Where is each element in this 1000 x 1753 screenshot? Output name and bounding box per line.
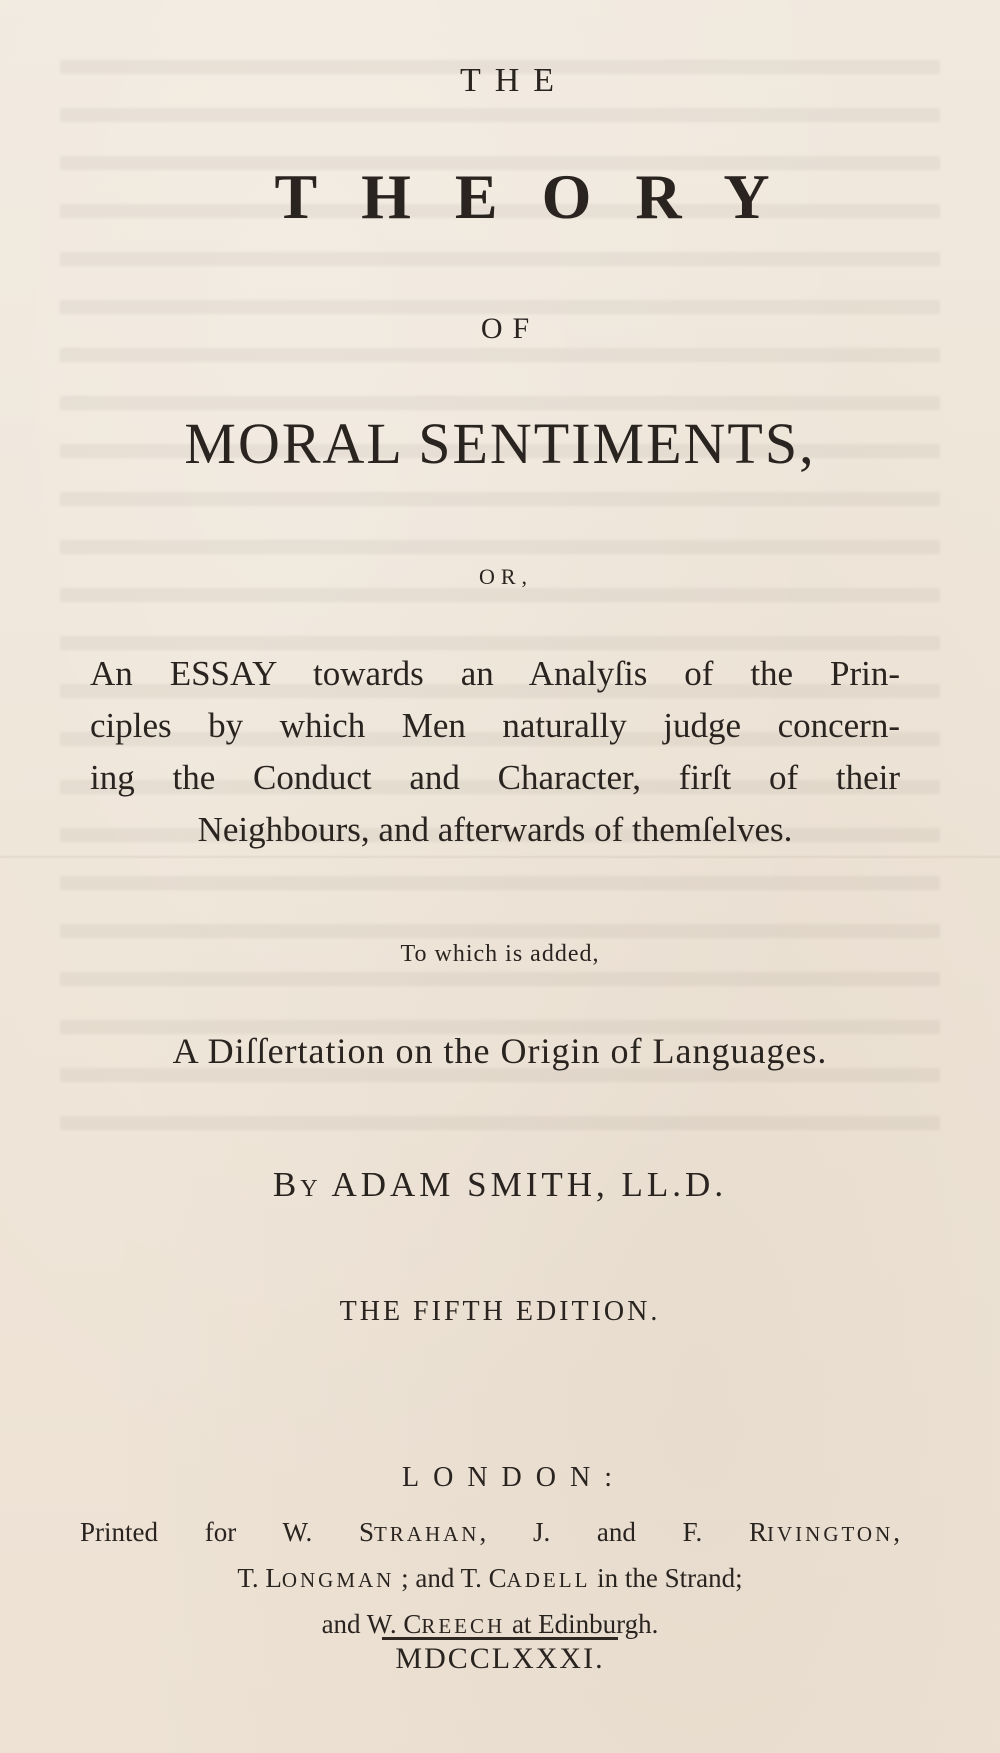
imprint-text: ; and T. — [401, 1563, 482, 1593]
author-name: ADAM SMITH, LL.D. — [331, 1165, 728, 1204]
printer-initial: C — [488, 1563, 507, 1593]
printer-initial: S — [358, 1517, 374, 1547]
printer-smallcaps: REECH — [421, 1614, 506, 1638]
publication-date: MDCCLXXXI. — [395, 1642, 605, 1675]
subtitle-line: Neighbours, and afterwards of themſelves. — [197, 810, 793, 849]
printer-name — [749, 1517, 893, 1547]
main-title: MORAL SENTIMENTS, — [184, 411, 816, 476]
imprint-text: , J. and F. — [479, 1517, 703, 1547]
imprint-text: Printed for W. — [80, 1517, 313, 1547]
imprint-text: T. — [237, 1563, 259, 1593]
edition-statement: THE FIFTH EDITION. — [339, 1296, 661, 1327]
imprint-line — [80, 1556, 900, 1602]
imprint-text: , — [893, 1517, 901, 1547]
added-note: To which is added, — [400, 941, 600, 967]
printer-initial: R — [748, 1517, 767, 1547]
imprint-text: in the Strand; — [597, 1563, 743, 1593]
imprint-place: LONDON: — [402, 1462, 626, 1493]
printer-initial: L — [265, 1563, 282, 1593]
title-word-the: THE — [459, 62, 569, 99]
imprint-text: and W. — [321, 1609, 397, 1639]
printer-smallcaps: ADELL — [506, 1568, 591, 1592]
printer-smallcaps: ONGMAN — [281, 1568, 395, 1592]
date-rule — [382, 1637, 618, 1640]
title-word-theory: THEORY — [274, 161, 814, 232]
subtitle-paragraph — [90, 648, 900, 856]
imprint-text: at Edinburgh. — [511, 1609, 659, 1639]
imprint-block — [80, 1510, 900, 1648]
printer-name — [265, 1563, 394, 1593]
printer-name — [489, 1563, 591, 1593]
printer-smallcaps: IVINGTON — [767, 1522, 894, 1546]
imprint-line — [80, 1510, 900, 1556]
subtitle-line: An ESSAY towards an Analyſis of the Prin- — [90, 654, 900, 693]
title-or: OR, — [478, 564, 534, 589]
printer-initial: C — [403, 1609, 422, 1639]
title-word-of: OF — [480, 312, 540, 345]
printer-name — [403, 1609, 505, 1639]
byline-y: Y — [300, 1176, 321, 1202]
subtitle-line: ing the Conduct and Character, firſt of their — [90, 758, 900, 797]
printer-smallcaps: TRAHAN — [373, 1522, 480, 1546]
author-byline — [0, 1165, 1000, 1205]
dissertation-title: A Diſſertation on the Origin of Languages. — [172, 1031, 828, 1071]
printer-name — [359, 1517, 480, 1547]
byline-b: B — [272, 1165, 301, 1204]
subtitle-line: ciples by which Men naturally judge concern- — [90, 706, 900, 745]
